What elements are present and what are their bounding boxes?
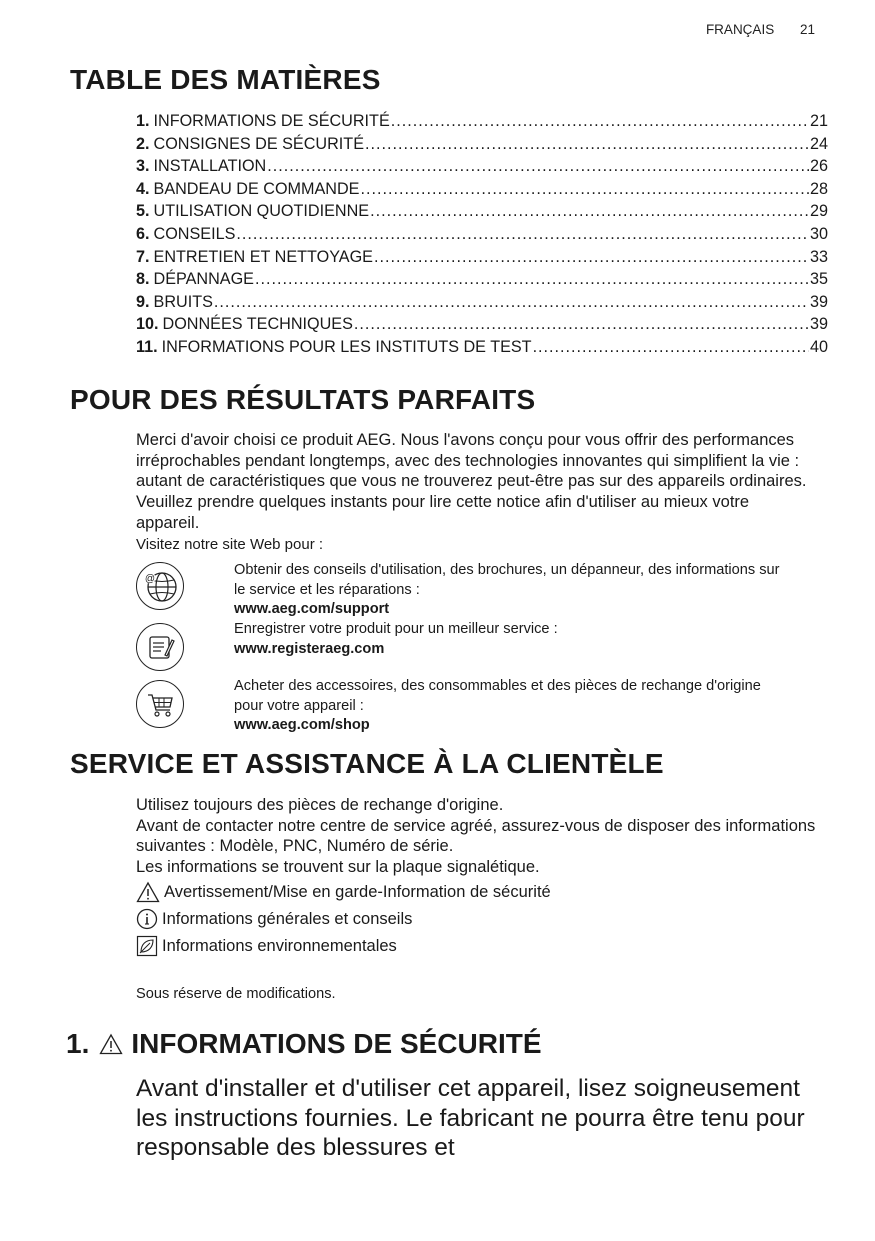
toc-title: TABLE DES MATIÈRES <box>70 64 381 95</box>
toc-item-number: 2. <box>136 134 150 153</box>
warning-icon <box>99 1033 123 1055</box>
toc-item-page: 24 <box>809 134 828 153</box>
modification-note: Sous réserve de modifications. <box>136 986 336 1002</box>
toc-item[interactable] <box>136 291 828 314</box>
globe-icon <box>136 562 184 610</box>
page-header <box>706 22 815 37</box>
toc-item[interactable] <box>136 246 828 269</box>
shopping-cart-icon <box>136 680 184 728</box>
section1-title <box>66 1028 542 1060</box>
toc-item-number: 3. <box>136 157 150 176</box>
support-text: Obtenir des conseils d'utilisation, des brochures, un dépanneur, des informations sur le service et les réparations : <box>234 562 780 598</box>
toc-item-page: 26 <box>809 157 828 176</box>
toc-item-label: INSTALLATION <box>153 157 267 176</box>
toc-item-page: 40 <box>809 337 828 356</box>
toc-item-page: 28 <box>809 179 828 198</box>
toc-item-number: 10. <box>136 315 159 334</box>
toc-item-number: 7. <box>136 247 150 266</box>
toc-item-page: 29 <box>809 202 828 221</box>
toc-item-number: 8. <box>136 270 150 289</box>
support-url-link[interactable]: www.aeg.com/support <box>234 601 390 617</box>
toc-item-label: UTILISATION QUOTIDIENNE <box>153 202 370 221</box>
service-line: Utilisez toujours des pièces de rechange d'origine. <box>136 796 504 814</box>
visit-label: Visitez notre site Web pour : <box>136 536 324 553</box>
results-title: POUR DES RÉSULTATS PARFAITS <box>70 384 536 415</box>
register-url-link[interactable]: www.registeraeg.com <box>234 640 385 657</box>
toc-item[interactable] <box>136 336 828 359</box>
toc-item-page: 39 <box>809 292 828 311</box>
warning-icon <box>136 881 160 903</box>
toc-item-label: ENTRETIEN ET NETTOYAGE <box>153 247 373 266</box>
info-icon <box>136 908 158 930</box>
toc-item-page: 30 <box>809 224 828 243</box>
legend-warning-label: Avertissement/Mise en garde-Information de sécurité <box>164 882 551 901</box>
results-intro: Merci d'avoir choisi ce produit AEG. Nous l'avons conçu pour vous offrir des performances irréprochables pendant longtemps, avec des technologies innovantes qui simplifient la vie : autant de caractéristiques que vous ne trouverez peut-être pas sur des appareils ordinaires. Veuillez prendre quelques instants pour lire cette notice afin d'utiliser au mieux votre appareil. <box>136 431 807 532</box>
page-number: 21 <box>799 22 815 37</box>
toc-item[interactable] <box>136 200 828 223</box>
toc-item-page: 33 <box>809 247 828 266</box>
toc-item-label: DÉPANNAGE <box>153 270 254 289</box>
toc-item-page: 39 <box>809 315 828 334</box>
toc-item-label: CONSEILS <box>153 224 236 243</box>
toc-item-label: BANDEAU DE COMMANDE <box>153 179 360 198</box>
toc-item-label: BRUITS <box>153 292 213 311</box>
toc-item-page: 21 <box>809 112 828 130</box>
toc-item-label: INFORMATIONS POUR LES INSTITUTS DE TEST <box>161 337 532 356</box>
toc-item[interactable] <box>136 178 828 201</box>
toc-item[interactable] <box>136 155 828 178</box>
toc-item[interactable] <box>136 133 828 156</box>
table-of-contents <box>136 110 828 359</box>
toc-item-number: 9. <box>136 292 150 311</box>
legend-info-label: Informations générales et conseils <box>162 909 413 928</box>
service-line: Avant de contacter notre centre de service agréé, assurez-vous de disposer des informations suivantes : Modèle, PNC, Numéro de série. <box>136 816 816 855</box>
register-text: Enregistrer votre produit pour un meilleur service : <box>234 621 558 637</box>
leaf-icon <box>136 935 158 957</box>
shop-url-link[interactable]: www.aeg.com/shop <box>234 717 370 733</box>
language-label: FRANÇAIS <box>705 22 775 37</box>
toc-item[interactable] <box>136 268 828 291</box>
legend-warning <box>136 881 551 903</box>
toc-item-number: 11. <box>136 337 158 356</box>
toc-item-label: DONNÉES TECHNIQUES <box>162 315 353 334</box>
toc-item-number: 5. <box>136 202 150 221</box>
service-title: SERVICE ET ASSISTANCE À LA CLIENTÈLE <box>70 748 664 779</box>
register-icon <box>136 623 184 671</box>
toc-item[interactable] <box>136 313 828 336</box>
service-line: Les informations se trouvent sur la plaque signalétique. <box>136 857 540 876</box>
toc-item-number: 6. <box>136 224 150 243</box>
toc-item-page: 35 <box>809 270 828 289</box>
toc-item-label: INFORMATIONS DE SÉCURITÉ <box>153 112 390 130</box>
svg-text:@: @ <box>144 573 156 585</box>
service-text <box>136 795 816 877</box>
toc-item-number: 1. <box>136 112 150 130</box>
toc-item[interactable] <box>136 110 828 133</box>
legend-environment-label: Informations environnementales <box>162 936 397 955</box>
legend-environment <box>136 935 397 957</box>
shop-text: Acheter des accessoires, des consommables et des pièces de rechange d'origine pour votre appareil : <box>234 678 761 714</box>
toc-item-label: CONSIGNES DE SÉCURITÉ <box>153 134 364 153</box>
section1-number: 1. <box>66 1028 90 1059</box>
section1-heading: INFORMATIONS DE SÉCURITÉ <box>131 1028 542 1059</box>
section1-intro: Avant d'installer et d'utiliser cet appareil, lisez soigneusement les instructions fournies. Le fabricant ne pourra être tenu pour responsable des blessures et <box>136 1075 805 1161</box>
toc-item[interactable] <box>136 223 828 246</box>
legend-info <box>136 908 412 930</box>
toc-item-number: 4. <box>136 179 150 198</box>
